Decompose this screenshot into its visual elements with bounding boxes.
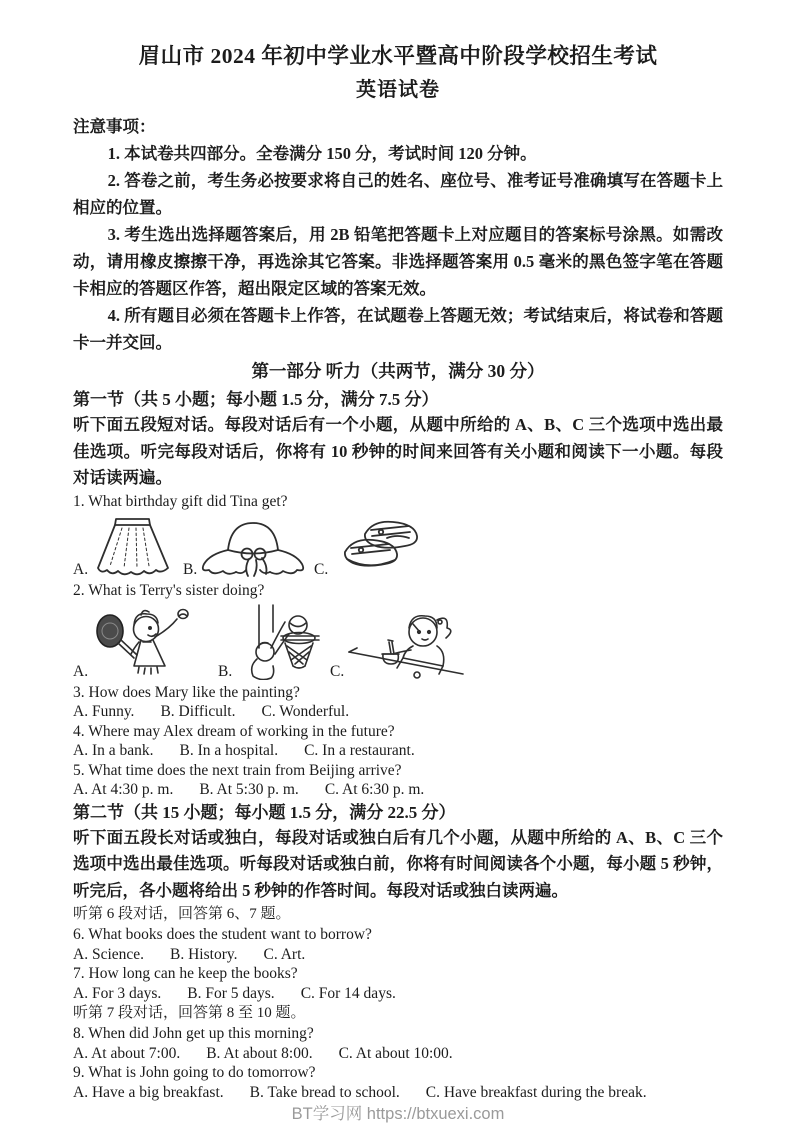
question-2-image-options	[73, 604, 723, 680]
option-c: C. For 14 days.	[300, 984, 396, 1002]
page-title: 眉山市 2024 年初中学业水平暨高中阶段学校招生考试	[138, 44, 658, 68]
question-5-options	[73, 780, 723, 800]
section2-heading: 第二节（共 15 小题；每小题 1.5 分，满分 22.5 分）	[73, 802, 456, 822]
option-b: B. History.	[170, 945, 238, 963]
option-c-label: C.	[314, 561, 329, 578]
question-6: 6. What books does the student want to borrow?	[73, 926, 372, 943]
section1-heading: 第一节（共 5 小题；每小题 1.5 分，满分 7.5 分）	[73, 390, 439, 409]
notice-section	[73, 113, 723, 356]
playing-tennis-image	[91, 606, 207, 680]
question-2-option-b	[218, 604, 330, 680]
option-a: A. Science.	[73, 945, 145, 963]
question-8: 8. When did John get up this morning?	[73, 1025, 314, 1042]
question-2-option-a	[73, 606, 218, 680]
option-b-label: B.	[218, 662, 233, 680]
option-c: C. In a restaurant.	[304, 742, 415, 759]
question-8-options	[73, 1044, 723, 1064]
part1-heading: 第一部分 听力（共两节，满分 30 分）	[251, 361, 545, 381]
option-a: A. In a bank.	[73, 742, 154, 759]
question-9: 9. What is John going to do tomorrow?	[73, 1064, 316, 1081]
sun-hat-image	[200, 518, 306, 578]
question-1-option-c	[314, 514, 431, 578]
question-6-options	[73, 945, 723, 965]
question-2: 2. What is Terry's sister doing?	[73, 582, 265, 599]
shoes-image	[331, 514, 431, 578]
notice-item-3: 3. 考生选出选择题答案后，用 2B 铅笔把答题卡上对应题目的答案标号涂黑。如需改动，请用橡皮擦擦干净，再选涂其它答案。非选择题答案用 0.5 毫米的黑色签字笔在答题卡相应的答题区作答，超出限定区域的答案无效。	[73, 225, 723, 298]
option-c: C. Art.	[263, 945, 306, 963]
notice-heading: 注意事项：	[73, 117, 156, 136]
question-9-options	[73, 1083, 723, 1103]
notice-item-4: 4. 所有题目必须在答题卡上作答，在试题卷上答题无效；考试结束后，将试卷和答题卡一并交回。	[73, 306, 723, 352]
option-b: B. Difficult.	[160, 703, 236, 720]
option-b: B. Take bread to school.	[249, 1083, 400, 1101]
option-a: A. At 4:30 p. m.	[73, 781, 174, 798]
option-b: B. At about 8:00.	[206, 1044, 313, 1062]
question-1-option-a	[73, 516, 183, 578]
option-b-label: B.	[183, 561, 198, 578]
option-b: B. For 5 days.	[187, 984, 275, 1002]
page-subtitle: 英语试卷	[356, 79, 440, 101]
option-c: C. Wonderful.	[261, 703, 350, 720]
question-4-options	[73, 741, 723, 761]
option-b: B. At 5:30 p. m.	[199, 781, 299, 798]
audio-hint-q6-q7: 听第 6 段对话，回答第 6、7 题。	[73, 906, 291, 922]
question-1-option-b	[183, 518, 314, 578]
question-5: 5. What time does the next train from Beijing arrive?	[73, 761, 402, 779]
question-4: 4. Where may Alex dream of working in the future?	[73, 722, 395, 740]
option-a-label: A.	[73, 662, 89, 680]
skirt-image	[91, 516, 175, 578]
notice-item-2: 2. 答卷之前，考生务必按要求将自己的姓名、座位号、准考证号准确填写在答题卡上相应的位置。	[73, 171, 723, 217]
playing-basketball-image	[235, 604, 321, 680]
question-1-image-options	[73, 514, 723, 578]
question-1: 1. What birthday gift did Tina get?	[73, 492, 288, 510]
section2-instructions: 听下面五段长对话或独白，每段对话或独白后有几个小题，从题中所给的 A、B、C 三个选项中选出最佳选项。听每段对话或独白前，你将有时间阅读各个小题，每小题 5 秒钟，听完后，各小题将给出 5 秒钟的作答时间。每段对话或独白读两遍。	[73, 827, 723, 900]
option-a-label: A.	[73, 561, 89, 578]
option-a: A. Have a big breakfast.	[73, 1083, 224, 1101]
option-c: C. At 6:30 p. m.	[324, 781, 425, 798]
option-c: C. Have breakfast during the break.	[425, 1083, 647, 1101]
notice-item-1: 1. 本试卷共四部分。全卷满分 150 分，考试时间 120 分钟。	[107, 144, 537, 163]
option-c: C. At about 10:00.	[338, 1044, 453, 1062]
option-a: A. Funny.	[73, 703, 135, 720]
section1-instructions: 听下面五段短对话。每段对话后有一个小题，从题中所给的 A、B、C 三个选项中选出最佳选项。听完每段对话后，你将有 10 秒钟的时间来回答有关小题和阅读下一小题。每段对话读两遍。	[73, 415, 723, 487]
question-2-option-c	[330, 604, 469, 680]
question-7-options	[73, 984, 723, 1004]
option-a: A. At about 7:00.	[73, 1044, 181, 1062]
question-3-options	[73, 702, 723, 722]
audio-hint-q8-q10: 听第 7 段对话，回答第 8 至 10 题。	[73, 1005, 306, 1021]
option-b: B. In a hospital.	[179, 742, 279, 759]
option-a: A. For 3 days.	[73, 984, 162, 1002]
question-3: 3. How does Mary like the painting?	[73, 683, 300, 701]
painting-image	[347, 604, 469, 680]
option-c-label: C.	[330, 662, 345, 680]
watermark-text: BT学习网 https://btxuexi.com	[291, 1105, 505, 1123]
question-7: 7. How long can he keep the books?	[73, 965, 298, 982]
